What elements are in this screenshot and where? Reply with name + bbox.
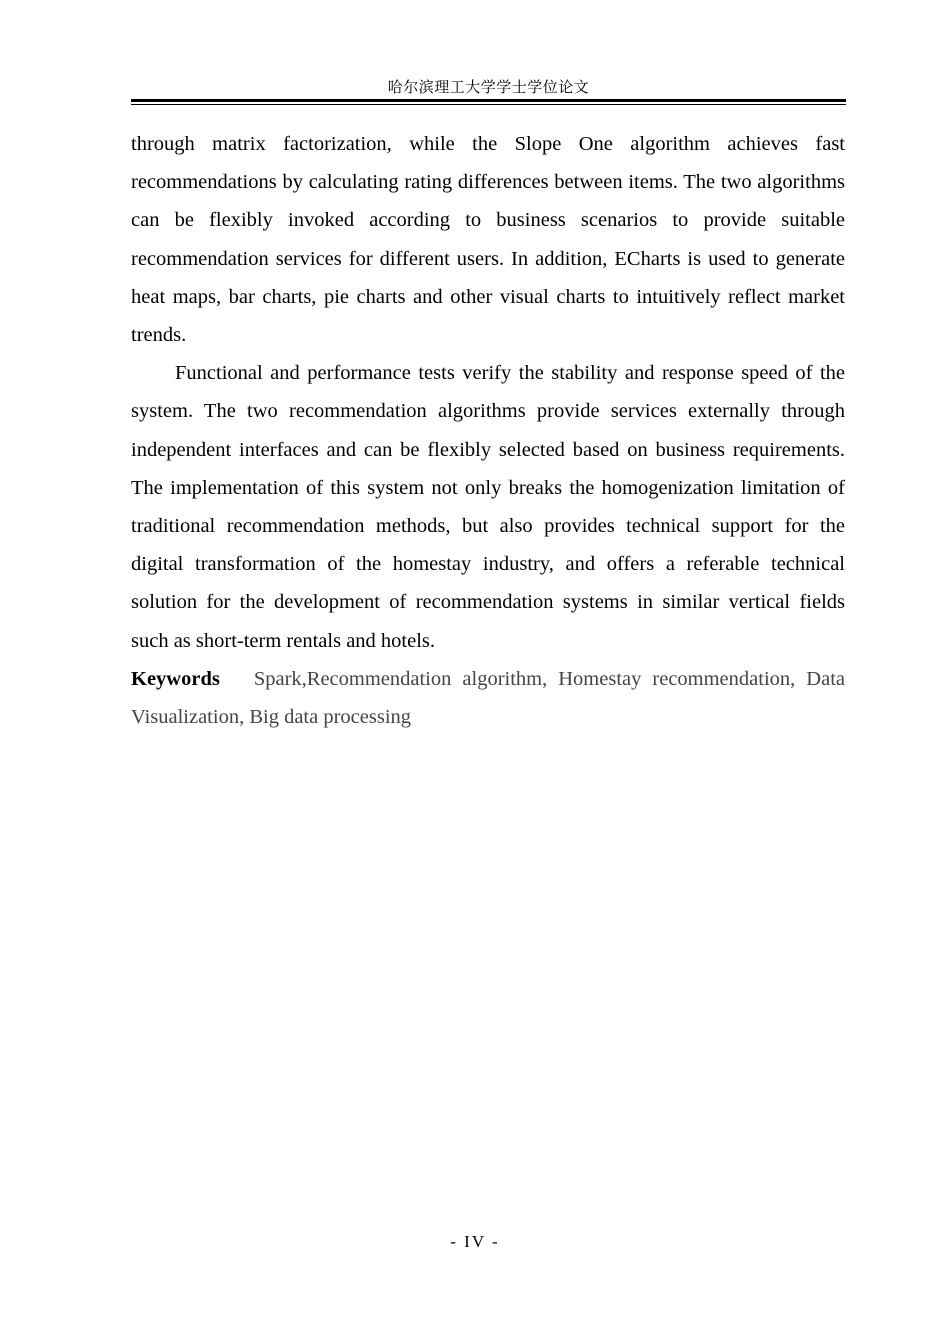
header-rule-thin bbox=[131, 104, 846, 105]
page-header-title: 哈尔滨理工大学学士学位论文 bbox=[387, 80, 590, 96]
keywords-label: Keywords bbox=[131, 667, 220, 690]
keywords-line bbox=[131, 660, 845, 736]
keywords-list: Spark,Recommendation algorithm, Homestay recommendation, Data Visualization, Big data processing bbox=[131, 667, 845, 729]
abstract-paragraph-1: through matrix factorization, while the Slope One algorithm achieves fast recommendations by calculating rating differences between items. The two algorithms can be flexibly invoked according to business scenarios to provide suitable recommendation services for different users. In addition, ECharts is used to generate heat maps, bar charts, pie charts and other visual charts to intuitively reflect market trends. bbox=[131, 133, 845, 347]
abstract-body bbox=[131, 125, 845, 736]
abstract-paragraph-2: Functional and performance tests verify the stability and response speed of the system. The two recommendation algorithms provide services externally through independent interfaces and can be flexibly selected based on business requirements. The implementation of this system not only breaks the homogenization limitation of traditional recommendation methods, but also provides technical support for the digital transformation of the homestay industry, and offers a referable technical solution for the development of recommendation systems in similar vertical fields such as short-term rentals and hotels. bbox=[131, 362, 845, 652]
page-number: - IV - bbox=[450, 1232, 500, 1251]
header-rule-thick bbox=[131, 99, 846, 102]
